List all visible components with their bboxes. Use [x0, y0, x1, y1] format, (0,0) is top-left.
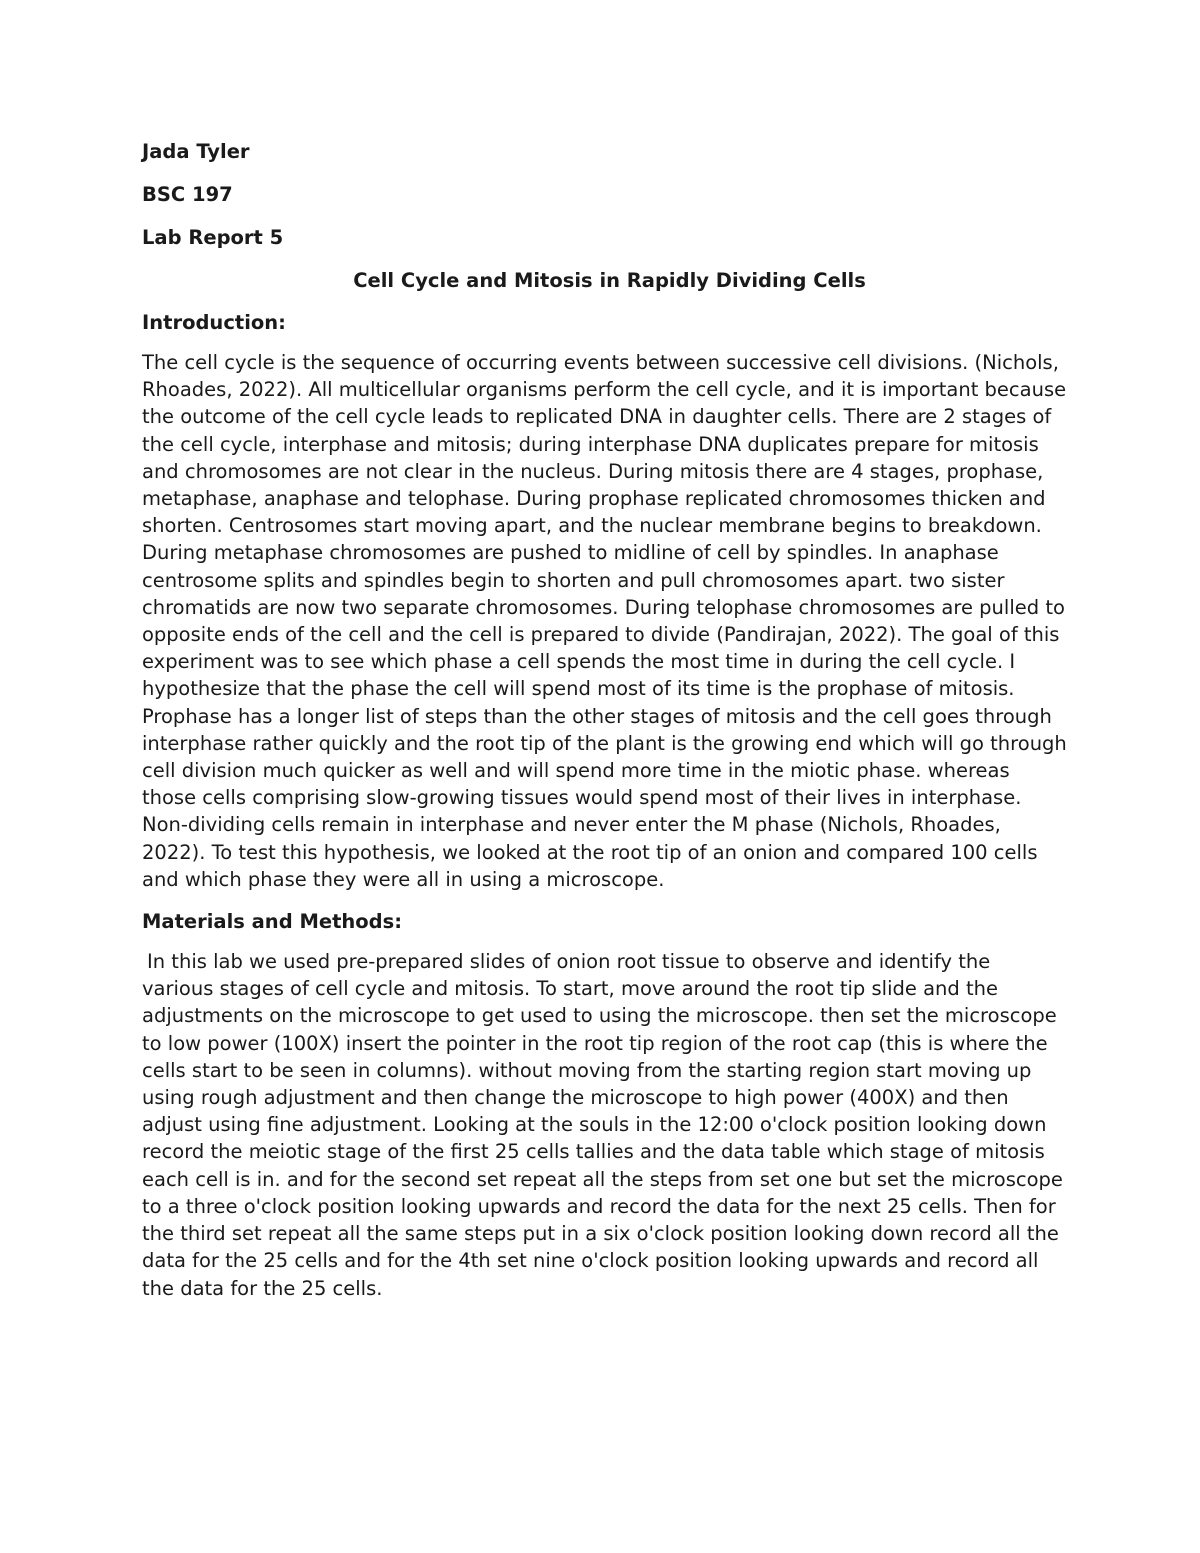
introduction-heading: Introduction:: [142, 311, 286, 334]
document-title: Cell Cycle and Mitosis in Rapidly Dividing Cells: [353, 269, 866, 292]
introduction-paragraph: The cell cycle is the sequence of occurring events between successive cell divisions. (Nichols, Rhoades, 2022). All multicellular organisms perform the cell cycle, and it is important because the outcome of the cell cycle leads to replicated DNA in daughter cells. There are 2 stages of the cell cycle, interphase and mitosis; during interphase DNA duplicates prepare for mitosis and chromosomes are not clear in the nucleus. During mitosis there are 4 stages, prophase, metaphase, anaphase and telophase. During prophase replicated chromosomes thicken and shorten. Centrosomes start moving apart, and the nuclear membrane begins to breakdown. During metaphase chromosomes are pushed to midline of cell by spindles. In anaphase centrosome splits and spindles begin to shorten and pull chromosomes apart. two sister chromatids are now two separate chromosomes. During telophase chromosomes are pulled to opposite ends of the cell and the cell is prepared to divide (Pandirajan, 2022). The goal of this experiment was to see which phase a cell spends the most time in during the cell cycle. I hypothesize that the phase the cell will spend most of its time is the prophase of mitosis. Prophase has a longer list of steps than the other stages of mitosis and the cell goes through interphase rather quickly and the root tip of the plant is the growing end which will go through cell division much quicker as well and will spend more time in the miotic phase. whereas those cells comprising slow-growing tissues would spend most of their lives in interphase. Non-dividing cells remain in interphase and never enter the M phase (Nichols, Rhoades, 2022). To test this hypothesis, we looked at the root tip of an onion and compared 100 cells and which phase they were all in using a microscope.: [142, 351, 1067, 891]
author-name: Jada Tyler: [142, 140, 250, 163]
methods-paragraph: In this lab we used pre-prepared slides of onion root tissue to observe and identify the various stages of cell cycle and mitosis. To start, move around the root tip slide and the adjustments on the microscope to get used to using the microscope. then set the microscope to low power (100X) insert the pointer in the root tip region of the root cap (this is where the cells start to be seen in columns). without moving from the starting region start moving up using rough adjustment and then change the microscope to high power (400X) and then adjust using fine adjustment. Looking at the souls in the 12:00 o'clock position looking down record the meiotic stage of the first 25 cells tallies and the data table which stage of mitosis each cell is in. and for the second set repeat all the steps from set one but set the microscope to a three o'clock position looking upwards and record the data for the next 25 cells. Then for the third set repeat all the same steps put in a six o'clock position looking down record all the data for the 25 cells and for the 4th set nine o'clock position looking upwards and record all the data for the 25 cells.: [142, 950, 1063, 1300]
course-code: BSC 197: [142, 183, 233, 206]
document-content: [142, 138, 1067, 1302]
report-number: Lab Report 5: [142, 226, 284, 249]
methods-heading: Materials and Methods:: [142, 910, 403, 934]
